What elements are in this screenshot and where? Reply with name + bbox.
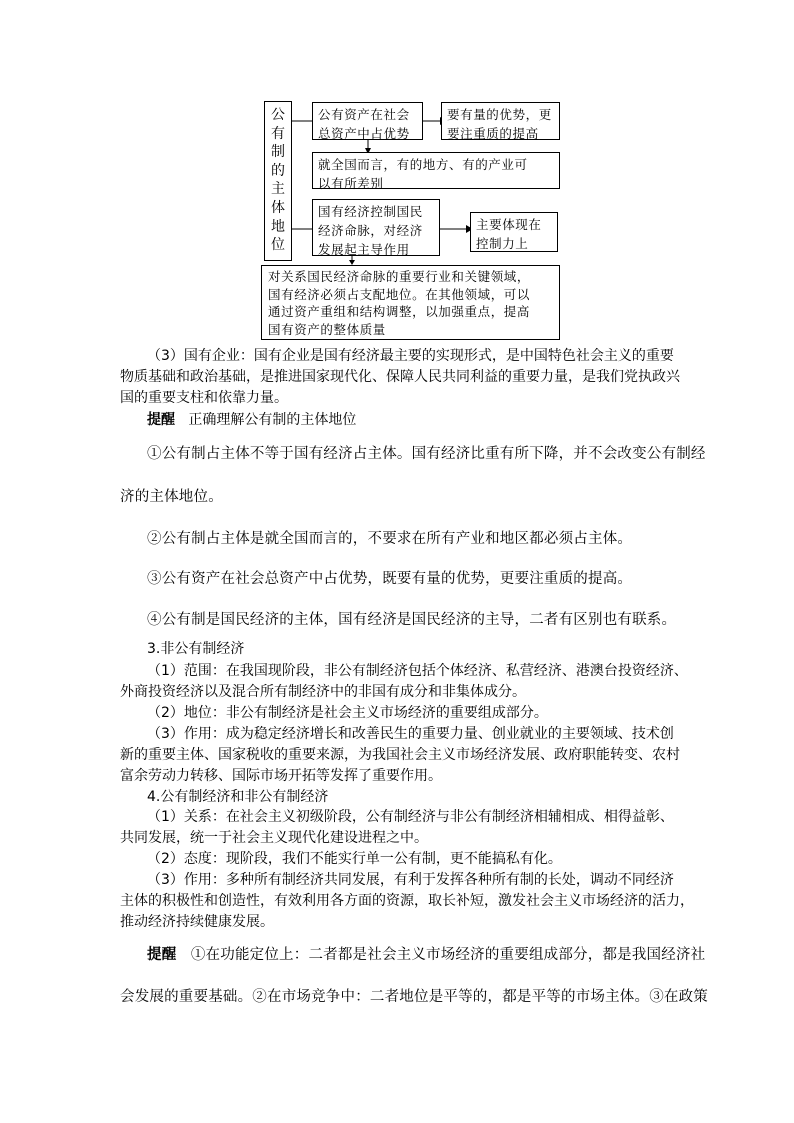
vertical-label-box: 公 有 制 的 主 体 地 位 [264,101,292,261]
box-control-power: 主要体现在 控制力上 [470,212,558,252]
section-3-title: 3.非公有制经济 [147,641,245,657]
tip-heading [147,409,356,429]
section-4-title: 4.公有制经济和非公有制经济 [147,789,329,805]
box-public-assets-advantage: 公有资产在社会 总资产中占优势 [312,102,423,140]
point-3: ③公有资产在社会总资产中占优势，既要有量的优势，更要注重质的提高。 [147,571,633,587]
point-1: ①公有制占主体不等于国有经济占主体。国有经济比重有所下降，并不会改变公有制经 [147,446,706,462]
tip-2-label: 提醒 [147,946,177,963]
box-state-economy-lifeline: 国有经济控制国民 经济命脉，对经济 发展起主导作用 [312,199,440,256]
box-quantity-quality: 要有量的优势，更 要注重质的提高 [441,102,560,140]
tip-label: 提醒 [147,412,175,428]
box-key-industries: 对关系国民经济命脉的重要行业和关键领域， 国有经济必须占支配地位。在其他领域，可以 通过资产重组和结构调整，以加强重点，提高 国有资产的整体质量 [261,265,560,340]
box-regional-difference: 就全国而言，有的地方、有的产业可 以有所差别 [312,152,560,189]
point-2: ②公有制占主体是就全国而言的，不要求在所有产业和地区都必须占主体。 [147,531,633,547]
point-4: ④公有制是国民经济的主体，国有经济是国民经济的主导，二者有区别也有联系。 [147,612,677,628]
point-1-cont: 济的主体地位。 [120,489,223,505]
tip-title: 正确理解公有制的主体地位 [188,412,357,428]
